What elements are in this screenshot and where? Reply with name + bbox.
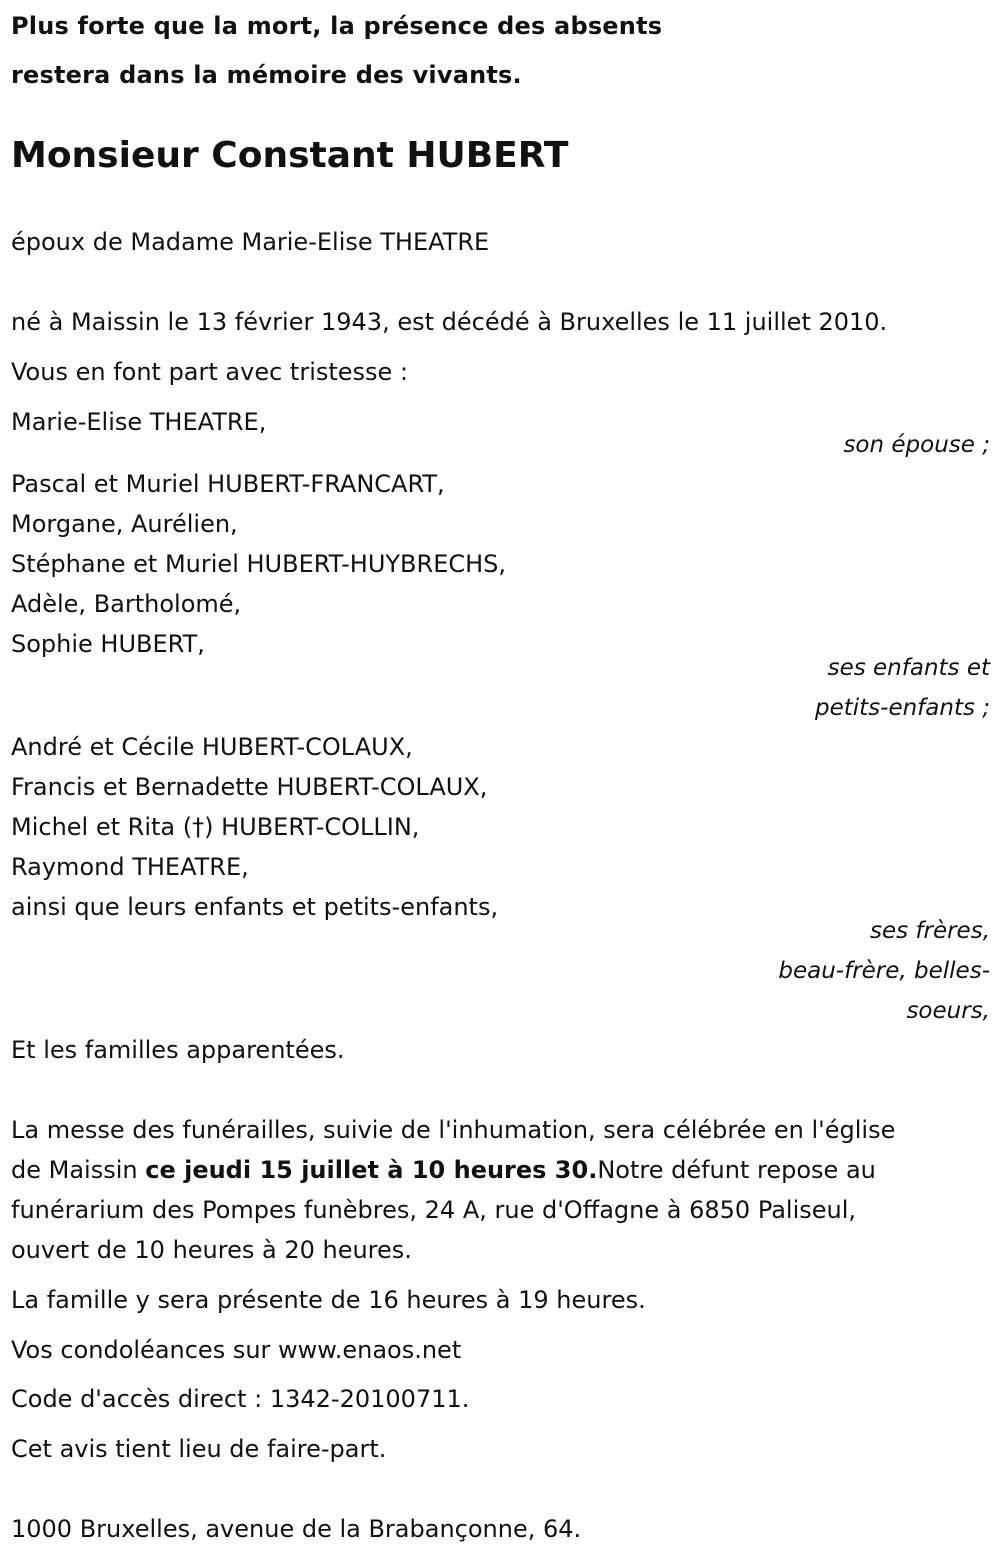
family-name: Raymond THEATRE, — [11, 853, 249, 881]
funeral-line — [11, 1150, 876, 1190]
address-line: 1000 Bruxelles, avenue de la Brabançonne, 64. — [11, 1515, 582, 1543]
family-name: Pascal et Muriel HUBERT-FRANCART, — [11, 470, 445, 498]
family-name: André et Cécile HUBERT-COLAUX, — [11, 733, 413, 761]
relation-label: ses enfants et — [827, 655, 990, 681]
funeral-date: ce jeudi 15 juillet à 10 heures 30. — [145, 1156, 598, 1184]
family-name: ainsi que leurs enfants et petits-enfants, — [11, 893, 499, 921]
access-code: Code d'accès direct : 1342-20100711. — [11, 1385, 470, 1413]
funeral-line: ouvert de 10 heures à 20 heures. — [11, 1236, 412, 1264]
family-name: Marie-Elise THEATRE, — [11, 408, 267, 436]
family-name: Michel et Rita (†) HUBERT-COLLIN, — [11, 813, 420, 841]
relation-label: petits-enfants ; — [814, 695, 990, 721]
announcement-intro: Vous en font part avec tristesse : — [11, 358, 409, 386]
funeral-line: La messe des funérailles, suivie de l'inhumation, sera célébrée en l'église — [11, 1116, 896, 1144]
funeral-text: de Maissin — [11, 1156, 146, 1184]
funeral-line: funérarium des Pompes funèbres, 24 A, rue d'Offagne à 6850 Paliseul, — [11, 1196, 857, 1224]
family-name: Francis et Bernadette HUBERT-COLAUX, — [11, 773, 488, 801]
epitaph-line-1: Plus forte que la mort, la présence des absents — [11, 12, 663, 40]
funeral-text: Notre défunt repose au — [597, 1156, 876, 1184]
spouse-line: époux de Madame Marie-Elise THEATRE — [11, 228, 490, 256]
families-line: Et les familles apparentées. — [11, 1036, 345, 1064]
birth-death-line: né à Maissin le 13 février 1943, est décédé à Bruxelles le 11 juillet 2010. — [11, 308, 888, 336]
deceased-name: Monsieur Constant HUBERT — [11, 135, 569, 176]
family-name: Sophie HUBERT, — [11, 630, 205, 658]
condolences-line: Vos condoléances sur www.enaos.net — [11, 1336, 462, 1364]
family-name: Morgane, Aurélien, — [11, 510, 238, 538]
notice-line: Cet avis tient lieu de faire-part. — [11, 1435, 387, 1463]
family-presence: La famille y sera présente de 16 heures à 19 heures. — [11, 1286, 646, 1314]
relation-label: son épouse ; — [843, 432, 990, 458]
relation-label: ses frères, — [869, 918, 990, 944]
relation-label: soeurs, — [906, 998, 990, 1024]
epitaph-line-2: restera dans la mémoire des vivants. — [11, 61, 522, 89]
family-name: Adèle, Bartholomé, — [11, 590, 242, 618]
family-name: Stéphane et Muriel HUBERT-HUYBRECHS, — [11, 550, 507, 578]
relation-label: beau-frère, belles- — [778, 958, 990, 984]
